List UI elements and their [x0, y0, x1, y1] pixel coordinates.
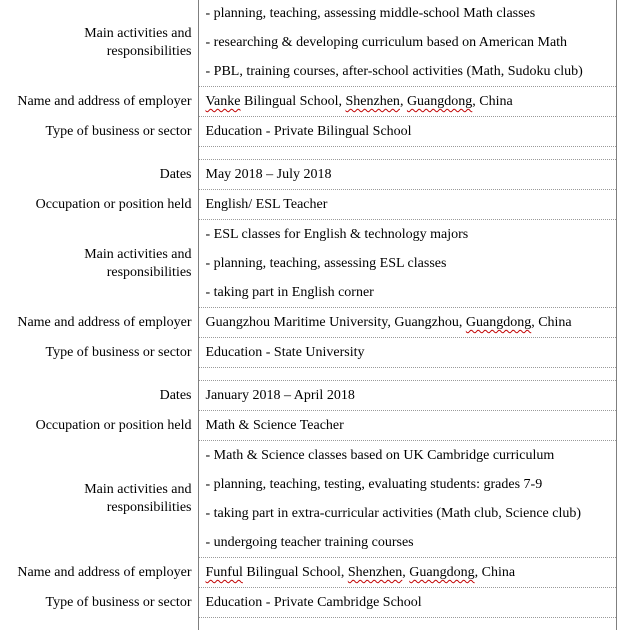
employer-row — [2, 87, 617, 117]
activities-value — [198, 0, 617, 87]
business-value — [198, 338, 617, 368]
activities-label-line-2: responsibilities — [2, 264, 192, 282]
employer-part: , — [400, 94, 407, 109]
activity-item: - taking part in extra-curricular activities (Math club, Science club) — [206, 499, 617, 528]
occupation-row — [2, 190, 617, 220]
business-text: Education - Private Cambridge School — [206, 588, 617, 617]
employer-part: Funful — [206, 565, 243, 580]
employer-value — [198, 558, 617, 588]
dates-text: May 2018 – July 2018 — [206, 160, 617, 189]
dates-text: January 2018 – April 2018 — [206, 381, 617, 410]
activities-label-line-1: Main activities and — [2, 25, 192, 43]
employer-part: Shenzhen — [346, 94, 400, 109]
activities-label — [2, 0, 198, 87]
business-value — [198, 117, 617, 147]
business-text: Education - Private Bilingual School — [206, 117, 617, 146]
activities-value — [198, 220, 617, 308]
business-text: Education - State University — [206, 338, 617, 367]
business-row — [2, 117, 617, 147]
activities-value — [198, 441, 617, 558]
activities-label-line-2: responsibilities — [2, 499, 192, 517]
activity-item: - planning, teaching, assessing middle-school Math classes — [206, 0, 617, 28]
employer-part: , — [402, 565, 409, 580]
work-experience-table — [2, 0, 617, 630]
spacer-row — [2, 147, 617, 160]
employer-label: Name and address of employer — [2, 558, 198, 588]
activities-label — [2, 441, 198, 558]
activities-row — [2, 441, 617, 558]
activities-row — [2, 0, 617, 87]
activity-item: - planning, teaching, testing, evaluating students: grades 7-9 — [206, 470, 617, 499]
employer-row — [2, 308, 617, 338]
employer-part: Guangdong — [466, 315, 531, 330]
occupation-text: Math & Science Teacher — [206, 411, 617, 440]
occupation-label: Occupation or position held — [2, 190, 198, 220]
activity-item: - undergoing teacher training courses — [206, 528, 617, 557]
employer-value — [198, 87, 617, 117]
business-row — [2, 338, 617, 368]
business-label: Type of business or sector — [2, 117, 198, 147]
employer-value — [198, 308, 617, 338]
employer-part: Guangdong — [407, 94, 472, 109]
activities-label-line-1: Main activities and — [2, 481, 192, 499]
activity-item: - planning, teaching, assessing ESL classes — [206, 249, 617, 278]
employer-part: , China — [472, 94, 512, 109]
activities-label-line-2: responsibilities — [2, 43, 192, 61]
activities-label-line-1: Main activities and — [2, 246, 192, 264]
activity-item: - ESL classes for English & technology majors — [206, 220, 617, 249]
employer-row — [2, 558, 617, 588]
employer-part: Guangdong — [409, 565, 474, 580]
dates-value — [198, 381, 617, 411]
employer-part: , China — [531, 315, 571, 330]
business-label: Type of business or sector — [2, 588, 198, 618]
spacer-row — [2, 368, 617, 381]
occupation-text: English/ ESL Teacher — [206, 190, 617, 219]
occupation-value — [198, 190, 617, 220]
occupation-value — [198, 411, 617, 441]
employer-part: Shenzhen — [348, 565, 402, 580]
activities-row — [2, 220, 617, 308]
spacer-row — [2, 618, 617, 630]
dates-row — [2, 381, 617, 411]
dates-label: Dates — [2, 381, 198, 411]
activity-item: - PBL, training courses, after-school activities (Math, Sudoku club) — [206, 57, 617, 86]
activity-item: - Math & Science classes based on UK Cambridge curriculum — [206, 441, 617, 470]
dates-label: Dates — [2, 160, 198, 190]
business-row — [2, 588, 617, 618]
occupation-row — [2, 411, 617, 441]
employer-part: Bilingual School, — [241, 94, 346, 109]
activities-label — [2, 220, 198, 308]
occupation-label: Occupation or position held — [2, 411, 198, 441]
employer-part: Bilingual School, — [243, 565, 348, 580]
business-label: Type of business or sector — [2, 338, 198, 368]
employer-label: Name and address of employer — [2, 308, 198, 338]
employer-part: , China — [475, 565, 515, 580]
activity-item: - researching & developing curriculum based on American Math — [206, 28, 617, 57]
activity-item: - taking part in English corner — [206, 278, 617, 307]
employer-label: Name and address of employer — [2, 87, 198, 117]
employer-part: Guangzhou Maritime University, Guangzhou, — [206, 315, 466, 330]
dates-row — [2, 160, 617, 190]
dates-value — [198, 160, 617, 190]
business-value — [198, 588, 617, 618]
employer-part: Vanke — [206, 94, 241, 109]
